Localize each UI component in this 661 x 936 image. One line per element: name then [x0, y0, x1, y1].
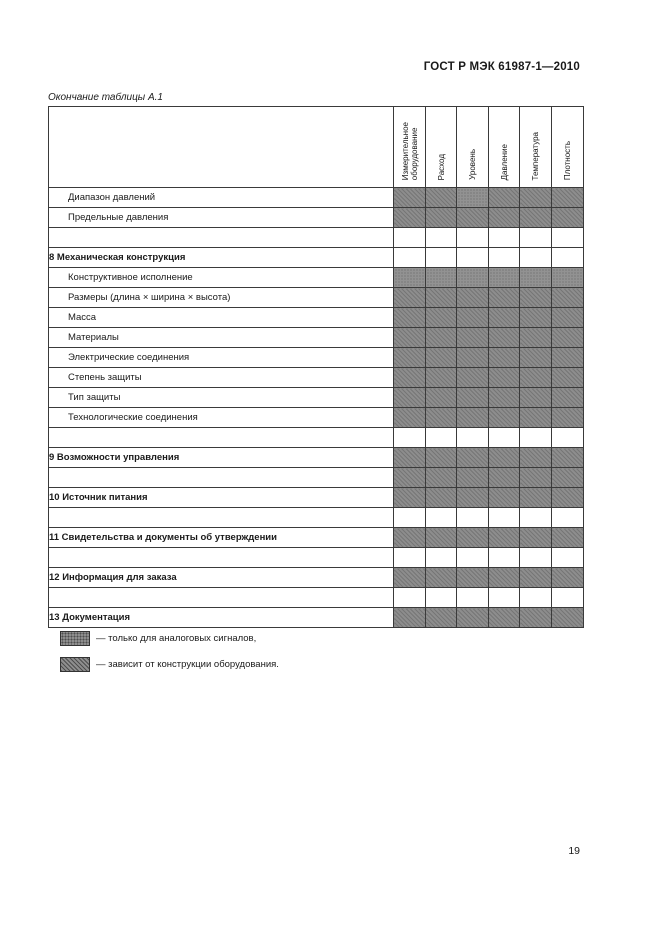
hatched-cell: [426, 448, 457, 468]
hatched-cell: [394, 288, 426, 308]
hatched-cell: [489, 608, 520, 628]
hatched-cell: [394, 308, 426, 328]
hatched-cell: [457, 608, 489, 628]
hatched-cell: [394, 488, 426, 508]
table-row: [49, 348, 584, 368]
hatched-cell: [520, 468, 552, 488]
row-label: Степень защиты: [49, 368, 394, 388]
row-label: [49, 228, 394, 248]
legend-design: [60, 657, 279, 672]
hatched-cell: [489, 488, 520, 508]
empty-cell: [489, 588, 520, 608]
hatched-cell: [426, 368, 457, 388]
hatched-pattern-swatch: [60, 657, 90, 672]
hatched-cell: [552, 448, 584, 468]
empty-cell: [394, 588, 426, 608]
dotted-cell: [394, 268, 426, 288]
hatched-cell: [520, 188, 552, 208]
empty-cell: [520, 588, 552, 608]
blank-row: [49, 428, 584, 448]
hatched-cell: [520, 348, 552, 368]
hatched-cell: [520, 308, 552, 328]
empty-cell: [552, 228, 584, 248]
empty-cell: [489, 548, 520, 568]
row-label: 12 Информация для заказа: [49, 568, 394, 588]
hatched-cell: [489, 468, 520, 488]
hatched-cell: [552, 288, 584, 308]
hatched-cell: [394, 448, 426, 468]
row-label: [49, 588, 394, 608]
section-row: [49, 568, 584, 588]
hatched-cell: [552, 608, 584, 628]
row-label: Технологические соединения: [49, 408, 394, 428]
hatched-cell: [426, 568, 457, 588]
hatched-cell: [489, 288, 520, 308]
legend-design-text: — зависит от конструкции оборудования.: [96, 659, 279, 670]
hatched-cell: [426, 488, 457, 508]
empty-cell: [457, 428, 489, 448]
legend-analog: [60, 631, 256, 646]
row-label: Предельные давления: [49, 208, 394, 228]
column-header-label: Плотность: [563, 140, 572, 180]
row-label: [49, 508, 394, 528]
hatched-cell: [457, 488, 489, 508]
hatched-cell: [552, 528, 584, 548]
hatched-cell: [520, 388, 552, 408]
hatched-cell: [520, 448, 552, 468]
empty-cell: [520, 228, 552, 248]
hatched-cell: [394, 188, 426, 208]
blank-row: [49, 508, 584, 528]
hatched-cell: [520, 208, 552, 228]
section-row: [49, 488, 584, 508]
hatched-cell: [552, 408, 584, 428]
column-header: [552, 107, 584, 188]
hatched-cell: [520, 328, 552, 348]
hatched-cell: [520, 608, 552, 628]
hatched-cell: [394, 328, 426, 348]
empty-cell: [457, 548, 489, 568]
row-label: Электрические соединения: [49, 348, 394, 368]
hatched-cell: [552, 308, 584, 328]
empty-cell: [489, 248, 520, 268]
empty-cell: [457, 228, 489, 248]
header-blank-cell: [49, 107, 394, 188]
empty-cell: [426, 548, 457, 568]
hatched-cell: [489, 308, 520, 328]
hatched-cell: [457, 208, 489, 228]
row-label: [49, 428, 394, 448]
empty-cell: [489, 428, 520, 448]
hatched-cell: [489, 448, 520, 468]
row-label: Материалы: [49, 328, 394, 348]
hatched-cell: [520, 368, 552, 388]
table-row: [49, 328, 584, 348]
hatched-cell: [426, 208, 457, 228]
document-code: ГОСТ Р МЭК 61987-1—2010: [423, 61, 580, 73]
hatched-cell: [426, 328, 457, 348]
empty-cell: [394, 248, 426, 268]
hatched-cell: [457, 468, 489, 488]
table-row: [49, 368, 584, 388]
empty-cell: [520, 428, 552, 448]
hatched-cell: [394, 568, 426, 588]
hatched-cell: [520, 288, 552, 308]
column-header: [520, 107, 552, 188]
empty-cell: [520, 508, 552, 528]
table-body: [49, 188, 584, 628]
requirements-table: [48, 106, 584, 628]
dotted-cell: [426, 268, 457, 288]
empty-cell: [426, 228, 457, 248]
hatched-cell: [394, 368, 426, 388]
blank-row: [49, 468, 584, 488]
dotted-pattern-swatch: [60, 631, 90, 646]
row-label: Тип защиты: [49, 388, 394, 408]
empty-cell: [552, 248, 584, 268]
hatched-cell: [457, 388, 489, 408]
hatched-cell: [457, 328, 489, 348]
hatched-cell: [426, 468, 457, 488]
hatched-cell: [552, 328, 584, 348]
row-label: Диапазон давлений: [49, 188, 394, 208]
column-header-label: Расход: [436, 153, 446, 180]
table-row: [49, 288, 584, 308]
dotted-cell: [457, 268, 489, 288]
hatched-cell: [394, 608, 426, 628]
empty-cell: [552, 508, 584, 528]
table-row: [49, 388, 584, 408]
hatched-cell: [489, 328, 520, 348]
row-label: 10 Источник питания: [49, 488, 394, 508]
row-label: 9 Возможности управления: [49, 448, 394, 468]
section-row: [49, 528, 584, 548]
hatched-cell: [489, 568, 520, 588]
empty-cell: [394, 548, 426, 568]
dotted-cell: [520, 268, 552, 288]
hatched-cell: [489, 188, 520, 208]
hatched-cell: [489, 388, 520, 408]
blank-row: [49, 548, 584, 568]
hatched-cell: [520, 488, 552, 508]
legend-analog-text: — только для аналоговых сигналов,: [96, 633, 257, 644]
hatched-cell: [552, 568, 584, 588]
empty-cell: [394, 228, 426, 248]
hatched-cell: [394, 528, 426, 548]
hatched-cell: [394, 468, 426, 488]
empty-cell: [426, 428, 457, 448]
section-row: [49, 608, 584, 628]
column-header-label: Давление: [499, 143, 509, 180]
row-label: 8 Механическая конструкция: [49, 248, 394, 268]
table-row: [49, 208, 584, 228]
hatched-cell: [457, 368, 489, 388]
hatched-cell: [457, 408, 489, 428]
empty-cell: [426, 508, 457, 528]
empty-cell: [457, 588, 489, 608]
hatched-cell: [520, 408, 552, 428]
hatched-cell: [552, 208, 584, 228]
row-label: Конструктивное исполнение: [49, 268, 394, 288]
hatched-cell: [457, 528, 489, 548]
table-header-row: [49, 107, 584, 188]
hatched-cell: [489, 408, 520, 428]
hatched-cell: [394, 388, 426, 408]
empty-cell: [552, 428, 584, 448]
dotted-cell: [457, 188, 489, 208]
hatched-cell: [552, 488, 584, 508]
empty-cell: [489, 228, 520, 248]
hatched-cell: [426, 608, 457, 628]
hatched-cell: [394, 208, 426, 228]
hatched-cell: [457, 308, 489, 328]
hatched-cell: [489, 528, 520, 548]
empty-cell: [552, 588, 584, 608]
hatched-cell: [394, 348, 426, 368]
hatched-cell: [457, 288, 489, 308]
hatched-cell: [552, 468, 584, 488]
blank-row: [49, 228, 584, 248]
hatched-cell: [426, 388, 457, 408]
dotted-cell: [489, 268, 520, 288]
column-header: [394, 107, 426, 188]
empty-cell: [426, 248, 457, 268]
hatched-cell: [552, 348, 584, 368]
hatched-cell: [489, 368, 520, 388]
row-label: [49, 548, 394, 568]
hatched-cell: [457, 568, 489, 588]
empty-cell: [394, 508, 426, 528]
blank-row: [49, 588, 584, 608]
empty-cell: [394, 428, 426, 448]
empty-cell: [489, 508, 520, 528]
hatched-cell: [457, 448, 489, 468]
section-row: [49, 448, 584, 468]
hatched-cell: [552, 368, 584, 388]
table-row: [49, 268, 584, 288]
row-label: 11 Свидетельства и документы об утверждении: [49, 528, 394, 548]
hatched-cell: [520, 528, 552, 548]
hatched-cell: [457, 348, 489, 368]
empty-cell: [457, 508, 489, 528]
hatched-cell: [489, 348, 520, 368]
row-label: [49, 468, 394, 488]
hatched-cell: [426, 408, 457, 428]
hatched-cell: [426, 528, 457, 548]
hatched-cell: [489, 208, 520, 228]
table-row: [49, 408, 584, 428]
table-row: [49, 308, 584, 328]
hatched-cell: [552, 388, 584, 408]
column-header: [426, 107, 457, 188]
row-label: Масса: [49, 308, 394, 328]
hatched-cell: [426, 288, 457, 308]
table-caption: Окончание таблицы А.1: [48, 92, 163, 103]
column-header-label: Измерительное оборудование: [400, 121, 419, 180]
dotted-cell: [552, 268, 584, 288]
empty-cell: [552, 548, 584, 568]
column-header: [457, 107, 489, 188]
page-number: 19: [568, 845, 580, 857]
hatched-cell: [520, 568, 552, 588]
column-header-label: Температура: [531, 131, 540, 180]
hatched-cell: [394, 408, 426, 428]
empty-cell: [520, 548, 552, 568]
empty-cell: [457, 248, 489, 268]
section-row: [49, 248, 584, 268]
column-header-label: Уровень: [468, 149, 477, 180]
empty-cell: [426, 588, 457, 608]
row-label: Размеры (длина × ширина × высота): [49, 288, 394, 308]
hatched-cell: [426, 348, 457, 368]
row-label: 13 Документация: [49, 608, 394, 628]
column-header: [489, 107, 520, 188]
hatched-cell: [426, 308, 457, 328]
hatched-cell: [426, 188, 457, 208]
empty-cell: [520, 248, 552, 268]
hatched-cell: [552, 188, 584, 208]
table-row: [49, 188, 584, 208]
